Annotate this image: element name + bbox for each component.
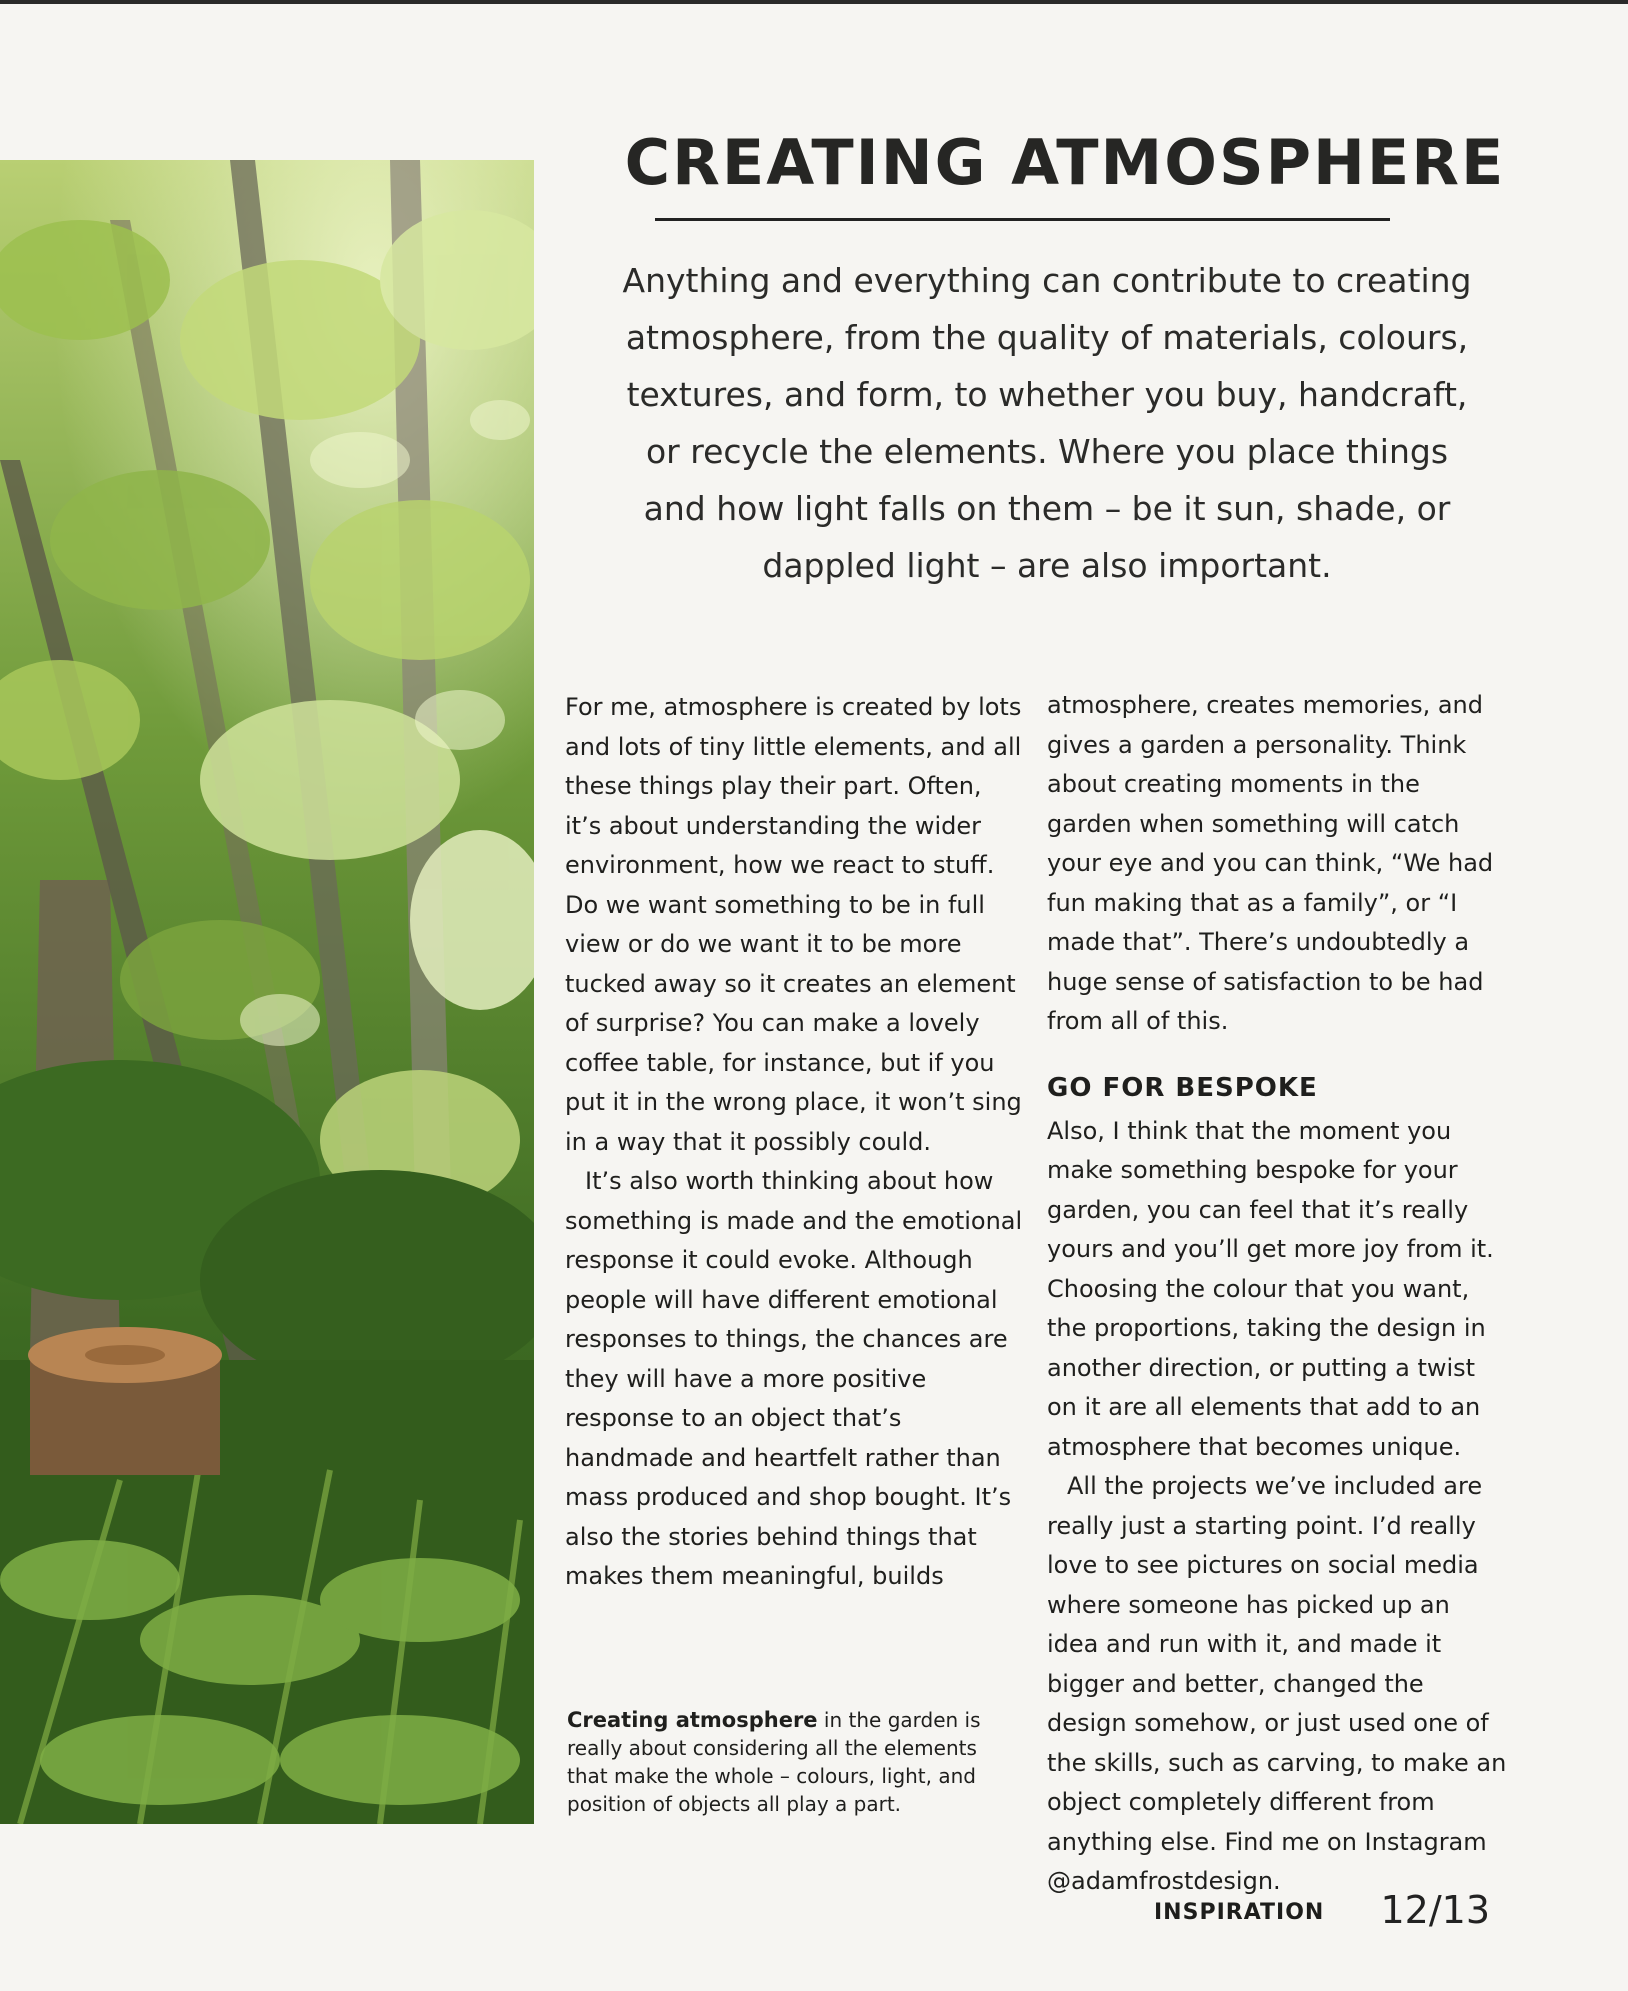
- page-title: CREATING ATMOSPHERE: [624, 126, 1506, 199]
- right-paragraph-3: All the projects we’ve included are really just a starting point. I’d really love to see pictures on social media where someone has picked up an idea and run with it, and made it bigger and better, changed the design somehow, or just used one of the skills, such as carving, to make an object completely different from anything else. Find me on Instagram @adamfrostdesign.: [1047, 1472, 1507, 1895]
- body-column-right: [1047, 686, 1507, 1902]
- section-subheading: GO FOR BESPOKE: [1047, 1072, 1318, 1103]
- right-paragraph-2: Also, I think that the moment you make something bespoke for your garden, you can feel that it’s really yours and you’ll get more joy from it. Choosing the colour that you want, the proportions, taking the design in another direction, or putting a twist on it are all elements that add to an atmosphere that becomes unique.: [1047, 1116, 1494, 1461]
- intro-paragraph: Anything and everything can contribute to creating atmosphere, from the quality of materials, colours, textures, and form, to whether you buy, handcraft, or recycle the elements. Where you place things and how light falls on them – be it sun, shade, or dappled light – are also important.: [622, 261, 1472, 585]
- top-edge-rule: [0, 0, 1628, 4]
- caption-lead: Creating atmosphere: [567, 1708, 818, 1732]
- body-column-left: [565, 688, 1025, 1597]
- page-footer: [1110, 1888, 1490, 1938]
- page-numbers: 12/13: [1380, 1888, 1490, 1932]
- right-paragraph-1: atmosphere, creates memories, and gives a garden a personality. Think about creating moments in the garden when something will catch your eye and you can think, “We had fun making that as a family”, or “I made that”. There’s undoubtedly a huge sense of satisfaction to be had from all of this.: [1047, 691, 1494, 1035]
- garden-photo: [0, 160, 534, 1824]
- title-underline: [655, 218, 1390, 221]
- photo-caption: [567, 1706, 997, 1818]
- left-paragraph-2: It’s also worth thinking about how something is made and the emotional response it could evoke. Although people will have different emotional responses to things, the chances are they will have a more positive response to an object that’s handmade and heartfelt rather than mass produced and shop bought. It’s also the stories behind things that makes them meaningful, builds: [565, 1167, 1023, 1590]
- left-paragraph-1: For me, atmosphere is created by lots and lots of tiny little elements, and all these things play their part. Often, it’s about understanding the wider environment, how we react to stuff. Do we want something to be in full view or do we want it to be more tucked away so it creates an element of surprise? You can make a lovely coffee table, for instance, but if you put it in the wrong place, it won’t sing in a way that it possibly could.: [565, 693, 1022, 1156]
- caption-text: in the garden is really about considering all the elements that make the whole – colours, light, and position of objects all play a part.: [567, 1708, 981, 1816]
- footer-section-name: INSPIRATION: [1154, 1900, 1325, 1925]
